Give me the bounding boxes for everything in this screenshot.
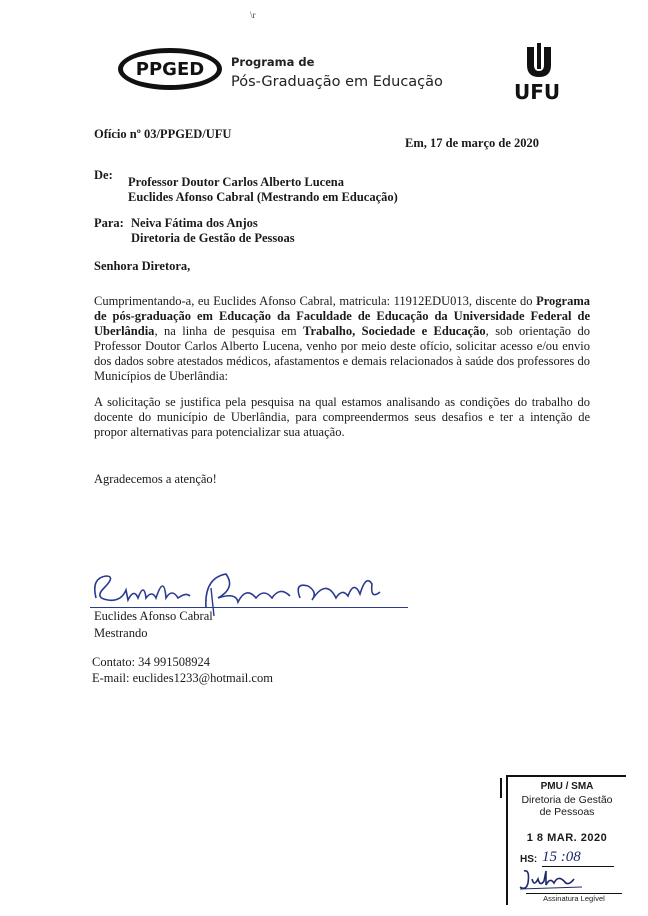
p1-text-a: Cumprimentando-a, eu Euclides Afonso Cabral, matricula: 11912EDU013, discente do	[94, 294, 537, 308]
stamp-tick-mark	[500, 778, 502, 798]
letter-date: Em, 17 de março de 2020	[405, 136, 540, 150]
stamp-department	[508, 794, 626, 818]
from-line-2: Euclides Afonso Cabral (Mestrando em Educação)	[128, 190, 398, 204]
ppged-logo	[118, 48, 222, 90]
program-title-line2: Pós-Graduação em Educação	[231, 74, 443, 90]
p1-text-c: , na linha de pesquisa em	[154, 324, 304, 338]
from-line-1: Professor Doutor Carlos Alberto Lucena	[128, 175, 344, 189]
signer-name: Euclides Afonso Cabral	[94, 609, 213, 623]
oficio-number: Ofício nº 03/PPGED/UFU	[94, 127, 232, 141]
contact-email: E-mail: euclides1233@hotmail.com	[92, 671, 273, 685]
stamp-hs-value: 15 :08	[542, 849, 614, 867]
program-title-line1: Programa de	[231, 55, 315, 69]
ppged-logo-text: PPGED	[135, 58, 205, 80]
receipt-stamp	[506, 775, 626, 905]
ufu-logo-icon	[519, 43, 559, 83]
to-label: Para:	[94, 216, 124, 230]
p1-program-name: Programa de pós-graduação em Educação da Faculdade de Educação da Universidade Federal de Uberlândia	[94, 294, 590, 338]
p1-research-line: Trabalho, Sociedade e Educação	[303, 324, 486, 338]
paragraph-justification: A solicitação se justifica pela pesquisa na qual estamos analisando as condições do trabalho do docente do município de Uberlândia, para compreendermos seus desafios e ter a intenção de propor alternativas para potencializar sua atuação.	[94, 395, 590, 439]
stamp-title: PMU / SMA	[540, 781, 594, 792]
paragraph-request	[94, 294, 590, 384]
p1-text-e: , sob orientação do Professor Doutor Carlos Alberto Lucena, venho por meio deste ofício, solicitar acesso e/ou envio dos dados sobre atestados médicos, afastamentos e demais relacionados à saúde dos professores do Municípios de Uberlândia:	[94, 324, 590, 383]
stray-mark: \r	[250, 10, 256, 20]
to-line-1: Neiva Fátima dos Anjos	[131, 216, 258, 230]
stamp-dept-line1: Diretoria de Gestão	[521, 794, 613, 806]
from-label: De:	[94, 168, 113, 182]
ufu-logo-text: UFU	[514, 80, 561, 104]
closing: Agradecemos a atenção!	[94, 472, 217, 486]
stamp-signature	[518, 867, 588, 893]
contact-phone: Contato: 34 991508924	[92, 655, 211, 669]
stamp-date: 1 8 MAR. 2020	[526, 832, 608, 844]
stamp-dept-line2: de Pessoas	[539, 806, 595, 818]
salutation: Senhora Diretora,	[94, 259, 191, 273]
to-line-2: Diretoria de Gestão de Pessoas	[131, 231, 295, 245]
signer-role: Mestrando	[94, 626, 148, 640]
stamp-signature-caption: Assinatura Legível	[526, 893, 622, 903]
stamp-hs-label: HS:	[520, 854, 538, 865]
signature-line	[90, 607, 408, 608]
